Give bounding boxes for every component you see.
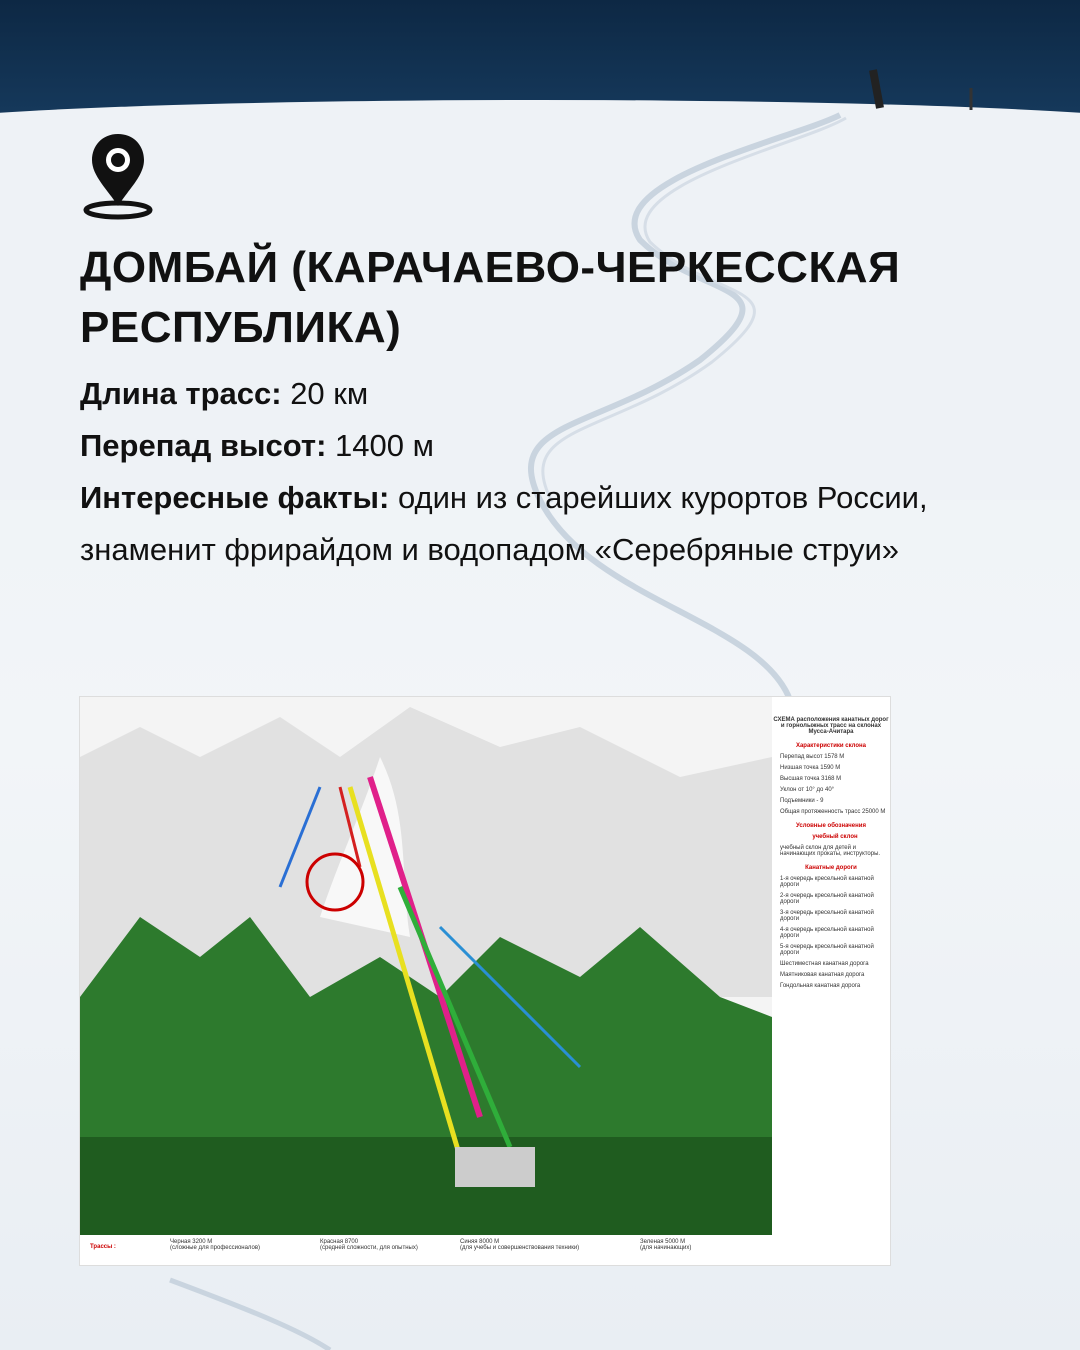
trail-blue: Синяя 8000 М (для учебы и совершенствования техники) [460, 1239, 580, 1251]
ski-map-illustration [80, 697, 772, 1235]
fact-elevation: Перепад высот: 1400 м [80, 428, 434, 463]
main-content [80, 130, 1020, 576]
characteristic-item: Перепад высот 1578 М [780, 754, 845, 760]
page-title: ДОМБАЙ (КАРАЧАЕВО-ЧЕРКЕССКАЯ РЕСПУБЛИКА) [80, 243, 901, 352]
symbols-title: Условные обозначения [796, 823, 866, 829]
lifts-title: Канатные дороги [805, 865, 857, 871]
trails-label: Трассы : [90, 1244, 116, 1250]
school-desc: учебный склон для детей и начинающих прокаты, инструкторы. [780, 845, 881, 857]
characteristic-item: Уклон от 10° до 40° [780, 787, 835, 793]
trail-green: Зеленая 5000 М (для начинающих) [640, 1239, 692, 1251]
school-label: учебный склон [812, 834, 858, 840]
characteristic-item: Низшая точка 1590 М [780, 765, 841, 771]
lift-item: 1-я очередь кресельной канатной дороги [780, 876, 874, 888]
map-legend [772, 697, 890, 1265]
base-station [455, 1147, 535, 1187]
gondola-item: Маятниковая канатная дорога [780, 972, 865, 978]
fact-interesting: Интересные факты: один из старейших курортов России, знаменит фрирайдом и водопадом «Серебряные струи» [80, 480, 928, 567]
trail-red: Красная 8700 (средней сложности, для опытных) [320, 1239, 418, 1251]
lift-item: 5-я очередь кресельной канатной дороги [780, 944, 874, 956]
trails-legend [80, 1235, 772, 1265]
trail-black: Черная 3200 М (сложные для профессионалов) [170, 1239, 261, 1251]
characteristics-title: Характеристики склона [795, 743, 867, 749]
fact-length: Длина трасс: 20 км [80, 376, 369, 411]
lift-item: 4-я очередь кресельной канатной дороги [780, 927, 874, 939]
location-pin-icon [80, 130, 156, 220]
ski-map [80, 697, 890, 1265]
legend-title: СХЕМА расположения канатных дорог и горнолыжных трасс на склонах Мусса-Ачитара [773, 717, 889, 735]
lift-item: 2-я очередь кресельной канатной дороги [780, 893, 874, 905]
gondola-item: Шестиместная канатная дорога [780, 961, 869, 967]
skier [873, 70, 880, 108]
lift-item: 3-я очередь кресельной канатной дороги [780, 910, 874, 922]
characteristic-item: Общая протяженность трасс 25000 М [780, 809, 886, 815]
characteristic-item: Высшая точка 3168 М [780, 776, 842, 782]
characteristic-item: Подъемники - 9 [780, 798, 824, 804]
gondola-item: Гондольная канатная дорога [780, 983, 861, 989]
